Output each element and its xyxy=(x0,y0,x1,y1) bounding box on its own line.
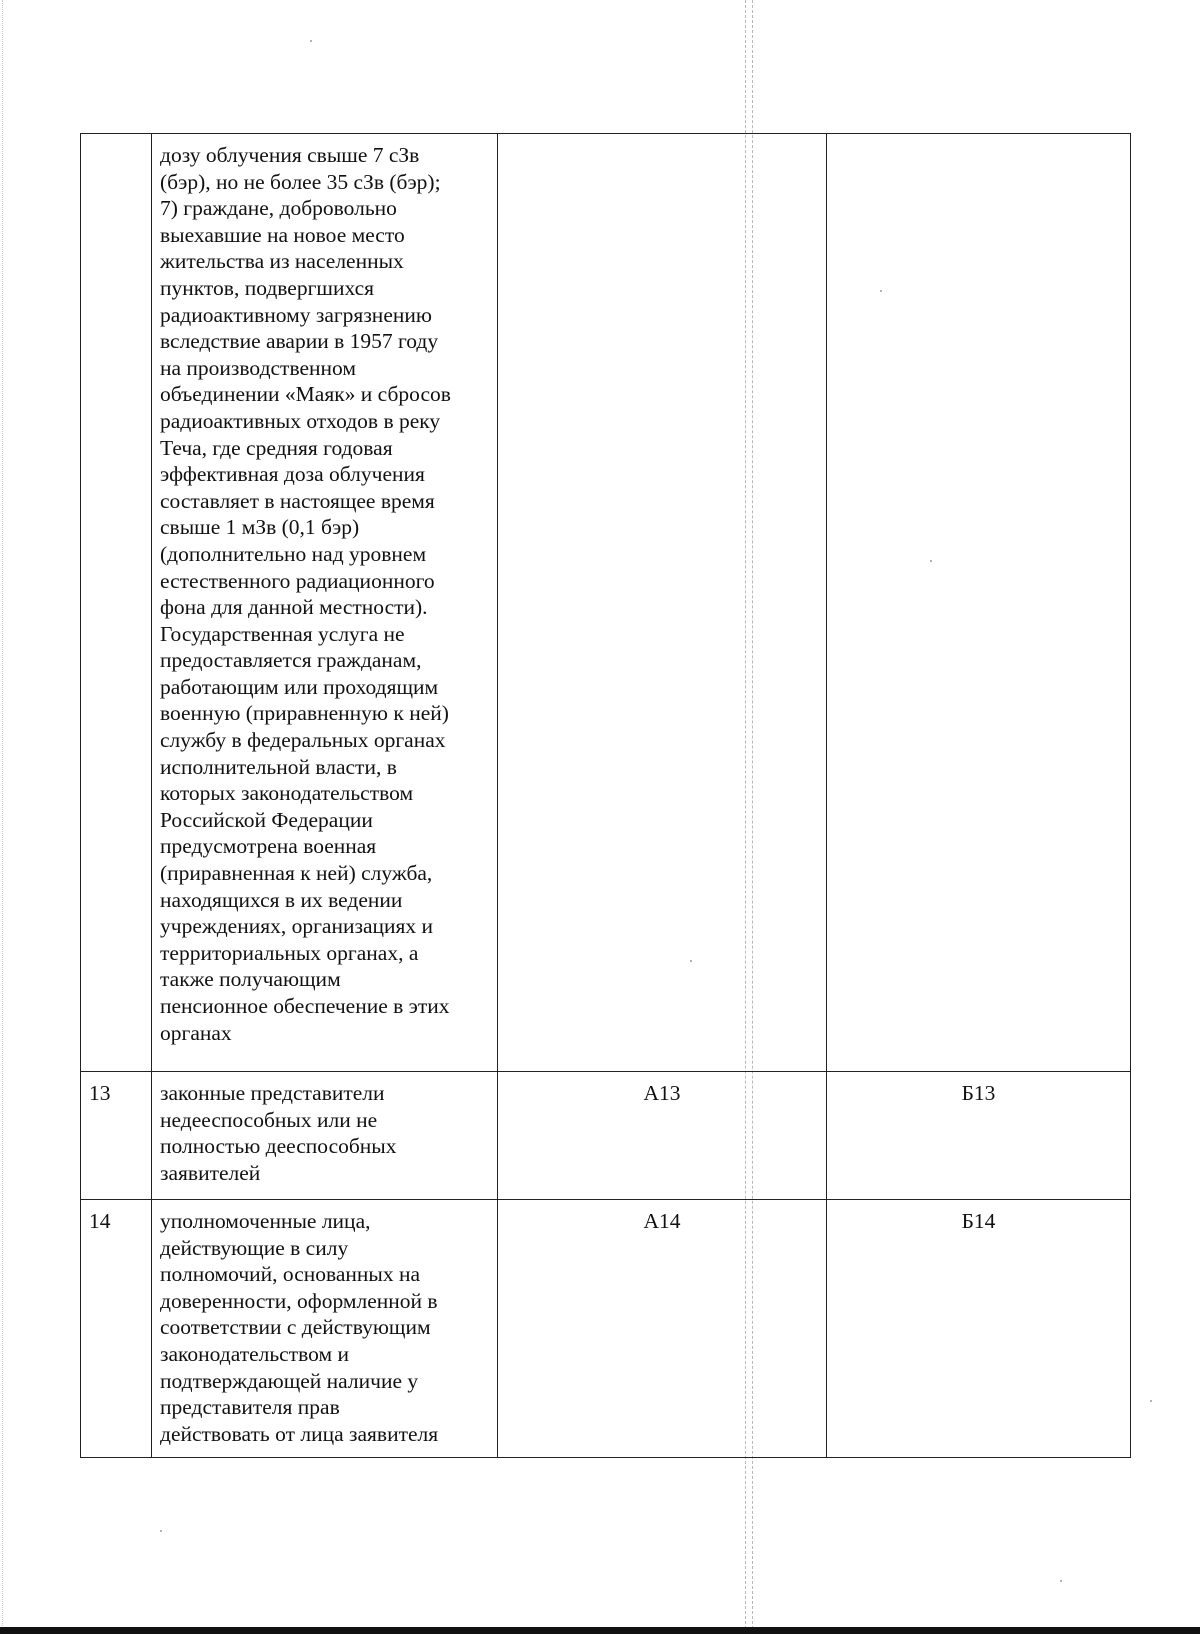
scan-speck xyxy=(1150,1400,1152,1402)
row-number-cell: 14 xyxy=(81,1200,152,1458)
row-number-cell: 13 xyxy=(81,1072,152,1200)
applicant-category-cell: законные представители недееспособных или не полностью дееспособных заявителей xyxy=(152,1072,498,1200)
table-row xyxy=(81,1072,1131,1200)
code-b-cell: Б13 xyxy=(827,1072,1131,1200)
row-number-cell xyxy=(81,134,152,1072)
code-b-cell xyxy=(827,134,1131,1072)
scan-speck xyxy=(1060,1580,1062,1582)
scan-speck xyxy=(310,40,312,42)
scan-bottom-edge xyxy=(0,1627,1200,1634)
code-b-cell: Б14 xyxy=(827,1200,1131,1458)
document-table xyxy=(80,133,1131,1458)
scan-speck xyxy=(690,960,692,962)
applicant-category-cell: дозу облучения свыше 7 сЗв (бэр), но не более 35 сЗв (бэр); 7) граждане, добровольно выехавшие на новое место жительства из населенных пунктов, подвергшихся радиоактивному загрязнению вследствие аварии в 1957 году на производственном объединении «Маяк» и сбросов радиоактивных отходов в реку Теча, где средняя годовая эффективная доза облучения составляет в настоящее время свыше 1 мЗв (0,1 бэр) (дополнительно над уровнем естественного радиационного фона для данной местности). Государственная услуга не предоставляется гражданам, работающим или проходящим военную (приравненную к ней) службу в федеральных органах исполнительной власти, в которых законодательством Российской Федерации предусмотрена военная (приравненная к ней) служба, находящихся в их ведении учреждениях, организациях и территориальных органах, а также получающим пенсионное обеспечение в этих органах xyxy=(152,134,498,1072)
table-row xyxy=(81,134,1131,1072)
scan-speck xyxy=(930,560,932,562)
scan-speck xyxy=(880,290,882,292)
scan-speck xyxy=(160,1530,162,1532)
code-a-cell: А13 xyxy=(498,1072,827,1200)
table-row xyxy=(81,1200,1131,1458)
scan-left-edge xyxy=(2,0,3,1634)
code-a-cell: А14 xyxy=(498,1200,827,1458)
code-a-cell xyxy=(498,134,827,1072)
applicant-category-cell: уполномоченные лица, действующие в силу полномочий, основанных на доверенности, оформленной в соответствии с действующим законодательством и подтверждающей наличие у представителя прав действовать от лица заявителя xyxy=(152,1200,498,1458)
